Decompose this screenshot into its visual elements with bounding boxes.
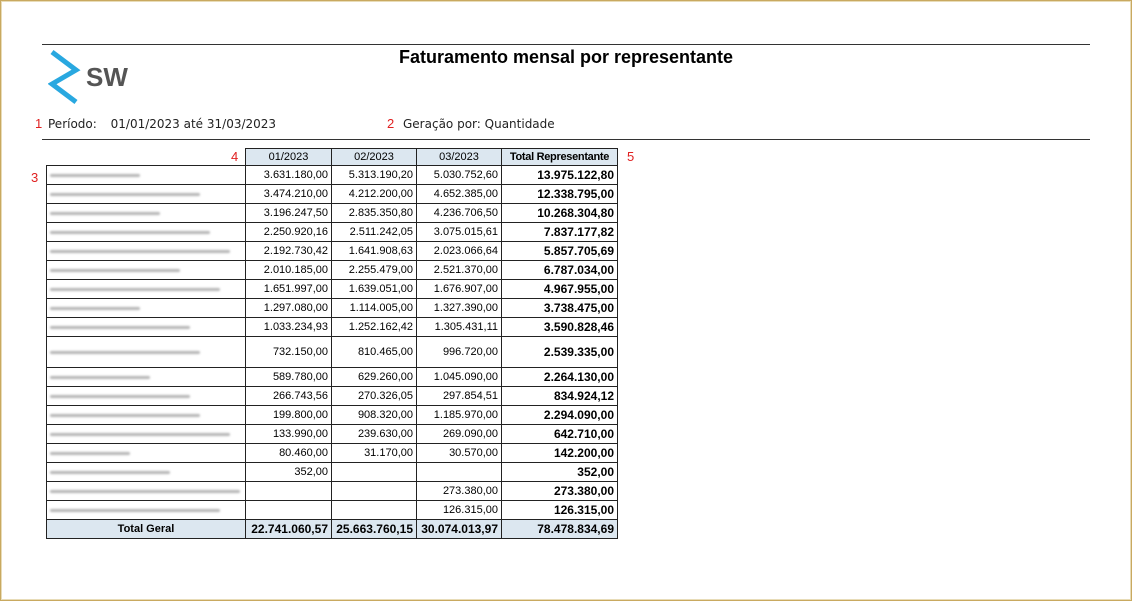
total-grand: 78.478.834,69	[502, 520, 618, 539]
cell-month-2: 810.465,00	[332, 337, 417, 368]
cell-month-1: 2.192.730,42	[246, 242, 332, 261]
cell-month-1: 3.474.210,00	[246, 185, 332, 204]
redacted-text	[50, 395, 190, 398]
representative-name-redacted	[47, 166, 246, 185]
report-title: Faturamento mensal por representante	[398, 47, 734, 67]
representative-name-redacted	[47, 501, 246, 520]
representative-name-redacted	[47, 242, 246, 261]
cell-total: 642.710,00	[502, 425, 618, 444]
table-row	[47, 368, 618, 387]
table-row	[47, 318, 618, 337]
redacted-text	[50, 212, 160, 215]
table-header-row	[47, 149, 618, 166]
cell-month-2: 1.639.051,00	[332, 280, 417, 299]
cell-month-2: 4.212.200,00	[332, 185, 417, 204]
cell-month-3: 2.521.370,00	[417, 261, 502, 280]
cell-month-1: 1.033.234,93	[246, 318, 332, 337]
table-row	[47, 463, 618, 482]
redacted-text	[50, 509, 220, 512]
redacted-text	[50, 250, 230, 253]
representative-name-redacted	[47, 387, 246, 406]
cell-month-3	[417, 463, 502, 482]
table-row	[47, 280, 618, 299]
redacted-text	[50, 414, 200, 417]
cell-total: 13.975.122,80	[502, 166, 618, 185]
cell-total: 3.738.475,00	[502, 299, 618, 318]
table-row	[47, 482, 618, 501]
cell-month-1: 133.990,00	[246, 425, 332, 444]
table-row	[47, 387, 618, 406]
marker-4: 4	[231, 149, 239, 164]
table-row	[47, 337, 618, 368]
cell-month-3: 126.315,00	[417, 501, 502, 520]
cell-month-3: 3.075.015,61	[417, 223, 502, 242]
cell-total: 2.539.335,00	[502, 337, 618, 368]
header-month-1: 01/2023	[246, 149, 332, 166]
table-row	[47, 406, 618, 425]
table-row	[47, 204, 618, 223]
redacted-text	[50, 433, 230, 436]
cell-month-1: 80.460,00	[246, 444, 332, 463]
cell-total: 834.924,12	[502, 387, 618, 406]
cell-month-2: 270.326,05	[332, 387, 417, 406]
cell-month-2: 1.114.005,00	[332, 299, 417, 318]
cell-month-3: 297.854,51	[417, 387, 502, 406]
representative-name-redacted	[47, 318, 246, 337]
logo-text: SW	[86, 62, 128, 92]
table-row	[47, 444, 618, 463]
representative-name-redacted	[47, 425, 246, 444]
header-rule	[42, 139, 1090, 140]
marker-3: 3	[31, 170, 39, 185]
cell-total: 352,00	[502, 463, 618, 482]
cell-month-3: 1.676.907,00	[417, 280, 502, 299]
cell-total: 273.380,00	[502, 482, 618, 501]
cell-total: 12.338.795,00	[502, 185, 618, 204]
cell-month-2: 908.320,00	[332, 406, 417, 425]
header-month-3: 03/2023	[417, 149, 502, 166]
representative-name-redacted	[47, 463, 246, 482]
cell-month-1: 3.631.180,00	[246, 166, 332, 185]
representative-name-redacted	[47, 280, 246, 299]
cell-month-1: 199.800,00	[246, 406, 332, 425]
cell-month-3: 273.380,00	[417, 482, 502, 501]
table-row	[47, 299, 618, 318]
cell-month-3: 269.090,00	[417, 425, 502, 444]
representative-name-redacted	[47, 444, 246, 463]
cell-month-2: 2.835.350,80	[332, 204, 417, 223]
cell-total: 3.590.828,46	[502, 318, 618, 337]
cell-month-2: 629.260,00	[332, 368, 417, 387]
table-row	[47, 261, 618, 280]
representative-name-redacted	[47, 368, 246, 387]
redacted-text	[50, 376, 150, 379]
period-label: Período:	[48, 117, 97, 131]
cell-month-3: 2.023.066,64	[417, 242, 502, 261]
cell-month-3: 30.570,00	[417, 444, 502, 463]
representative-name-redacted	[47, 223, 246, 242]
cell-month-3: 1.185.970,00	[417, 406, 502, 425]
cell-month-3: 4.236.706,50	[417, 204, 502, 223]
redacted-text	[50, 452, 130, 455]
redacted-text	[50, 307, 140, 310]
generation-label: Geração por:	[403, 117, 481, 131]
table-row	[47, 501, 618, 520]
redacted-text	[50, 231, 210, 234]
generation-info	[403, 117, 555, 131]
cell-total: 6.787.034,00	[502, 261, 618, 280]
total-month-2: 25.663.760,15	[332, 520, 417, 539]
header-total: Total Representante	[502, 149, 618, 166]
table-row	[47, 166, 618, 185]
cell-month-2: 1.252.162,42	[332, 318, 417, 337]
table-row	[47, 425, 618, 444]
cell-month-1: 589.780,00	[246, 368, 332, 387]
total-month-3: 30.074.013,97	[417, 520, 502, 539]
cell-month-3: 1.305.431,11	[417, 318, 502, 337]
redacted-text	[50, 174, 140, 177]
redacted-text	[50, 326, 190, 329]
table-row	[47, 223, 618, 242]
cell-month-1: 3.196.247,50	[246, 204, 332, 223]
redacted-text	[50, 351, 200, 354]
representative-name-redacted	[47, 482, 246, 501]
cell-total: 142.200,00	[502, 444, 618, 463]
cell-month-3: 1.045.090,00	[417, 368, 502, 387]
cell-month-2: 5.313.190,20	[332, 166, 417, 185]
representative-name-redacted	[47, 406, 246, 425]
cell-month-1: 2.010.185,00	[246, 261, 332, 280]
billing-table	[46, 148, 618, 539]
representative-name-redacted	[47, 299, 246, 318]
top-rule	[42, 44, 1090, 45]
representative-name-redacted	[47, 204, 246, 223]
cell-month-3: 4.652.385,00	[417, 185, 502, 204]
marker-2: 2	[387, 116, 395, 131]
representative-name-redacted	[47, 261, 246, 280]
generation-value: Quantidade	[484, 117, 555, 131]
header-blank	[47, 149, 246, 166]
cell-month-1	[246, 501, 332, 520]
cell-month-2: 2.255.479,00	[332, 261, 417, 280]
redacted-text	[50, 288, 220, 291]
cell-total: 126.315,00	[502, 501, 618, 520]
cell-month-1: 2.250.920,16	[246, 223, 332, 242]
cell-month-3: 5.030.752,60	[417, 166, 502, 185]
representative-name-redacted	[47, 185, 246, 204]
period-value: 01/01/2023 até 31/03/2023	[110, 117, 277, 131]
total-label: Total Geral	[47, 520, 246, 539]
total-row	[47, 520, 618, 539]
cell-month-2: 31.170,00	[332, 444, 417, 463]
total-month-1: 22.741.060,57	[246, 520, 332, 539]
cell-month-2	[332, 463, 417, 482]
table-row	[47, 242, 618, 261]
cell-month-1: 1.297.080,00	[246, 299, 332, 318]
cell-month-1: 1.651.997,00	[246, 280, 332, 299]
cell-month-2: 2.511.242,05	[332, 223, 417, 242]
cell-month-1	[246, 482, 332, 501]
cell-total: 7.837.177,82	[502, 223, 618, 242]
marker-1: 1	[35, 116, 43, 131]
cell-month-1: 732.150,00	[246, 337, 332, 368]
redacted-text	[50, 490, 240, 493]
cell-total: 2.264.130,00	[502, 368, 618, 387]
cell-month-1: 352,00	[246, 463, 332, 482]
cell-total: 4.967.955,00	[502, 280, 618, 299]
redacted-text	[50, 193, 200, 196]
cell-month-2: 1.641.908,63	[332, 242, 417, 261]
report-title-row	[0, 47, 1132, 68]
cell-month-2	[332, 482, 417, 501]
redacted-text	[50, 269, 180, 272]
cell-month-3: 996.720,00	[417, 337, 502, 368]
cell-total: 10.268.304,80	[502, 204, 618, 223]
cell-total: 2.294.090,00	[502, 406, 618, 425]
redacted-text	[50, 471, 170, 474]
representative-name-redacted	[47, 337, 246, 368]
header-month-2: 02/2023	[332, 149, 417, 166]
cell-month-3: 1.327.390,00	[417, 299, 502, 318]
period-info	[48, 117, 276, 131]
cell-month-1: 266.743,56	[246, 387, 332, 406]
table-row	[47, 185, 618, 204]
marker-5: 5	[627, 149, 635, 164]
cell-month-2: 239.630,00	[332, 425, 417, 444]
cell-month-2	[332, 501, 417, 520]
cell-total: 5.857.705,69	[502, 242, 618, 261]
